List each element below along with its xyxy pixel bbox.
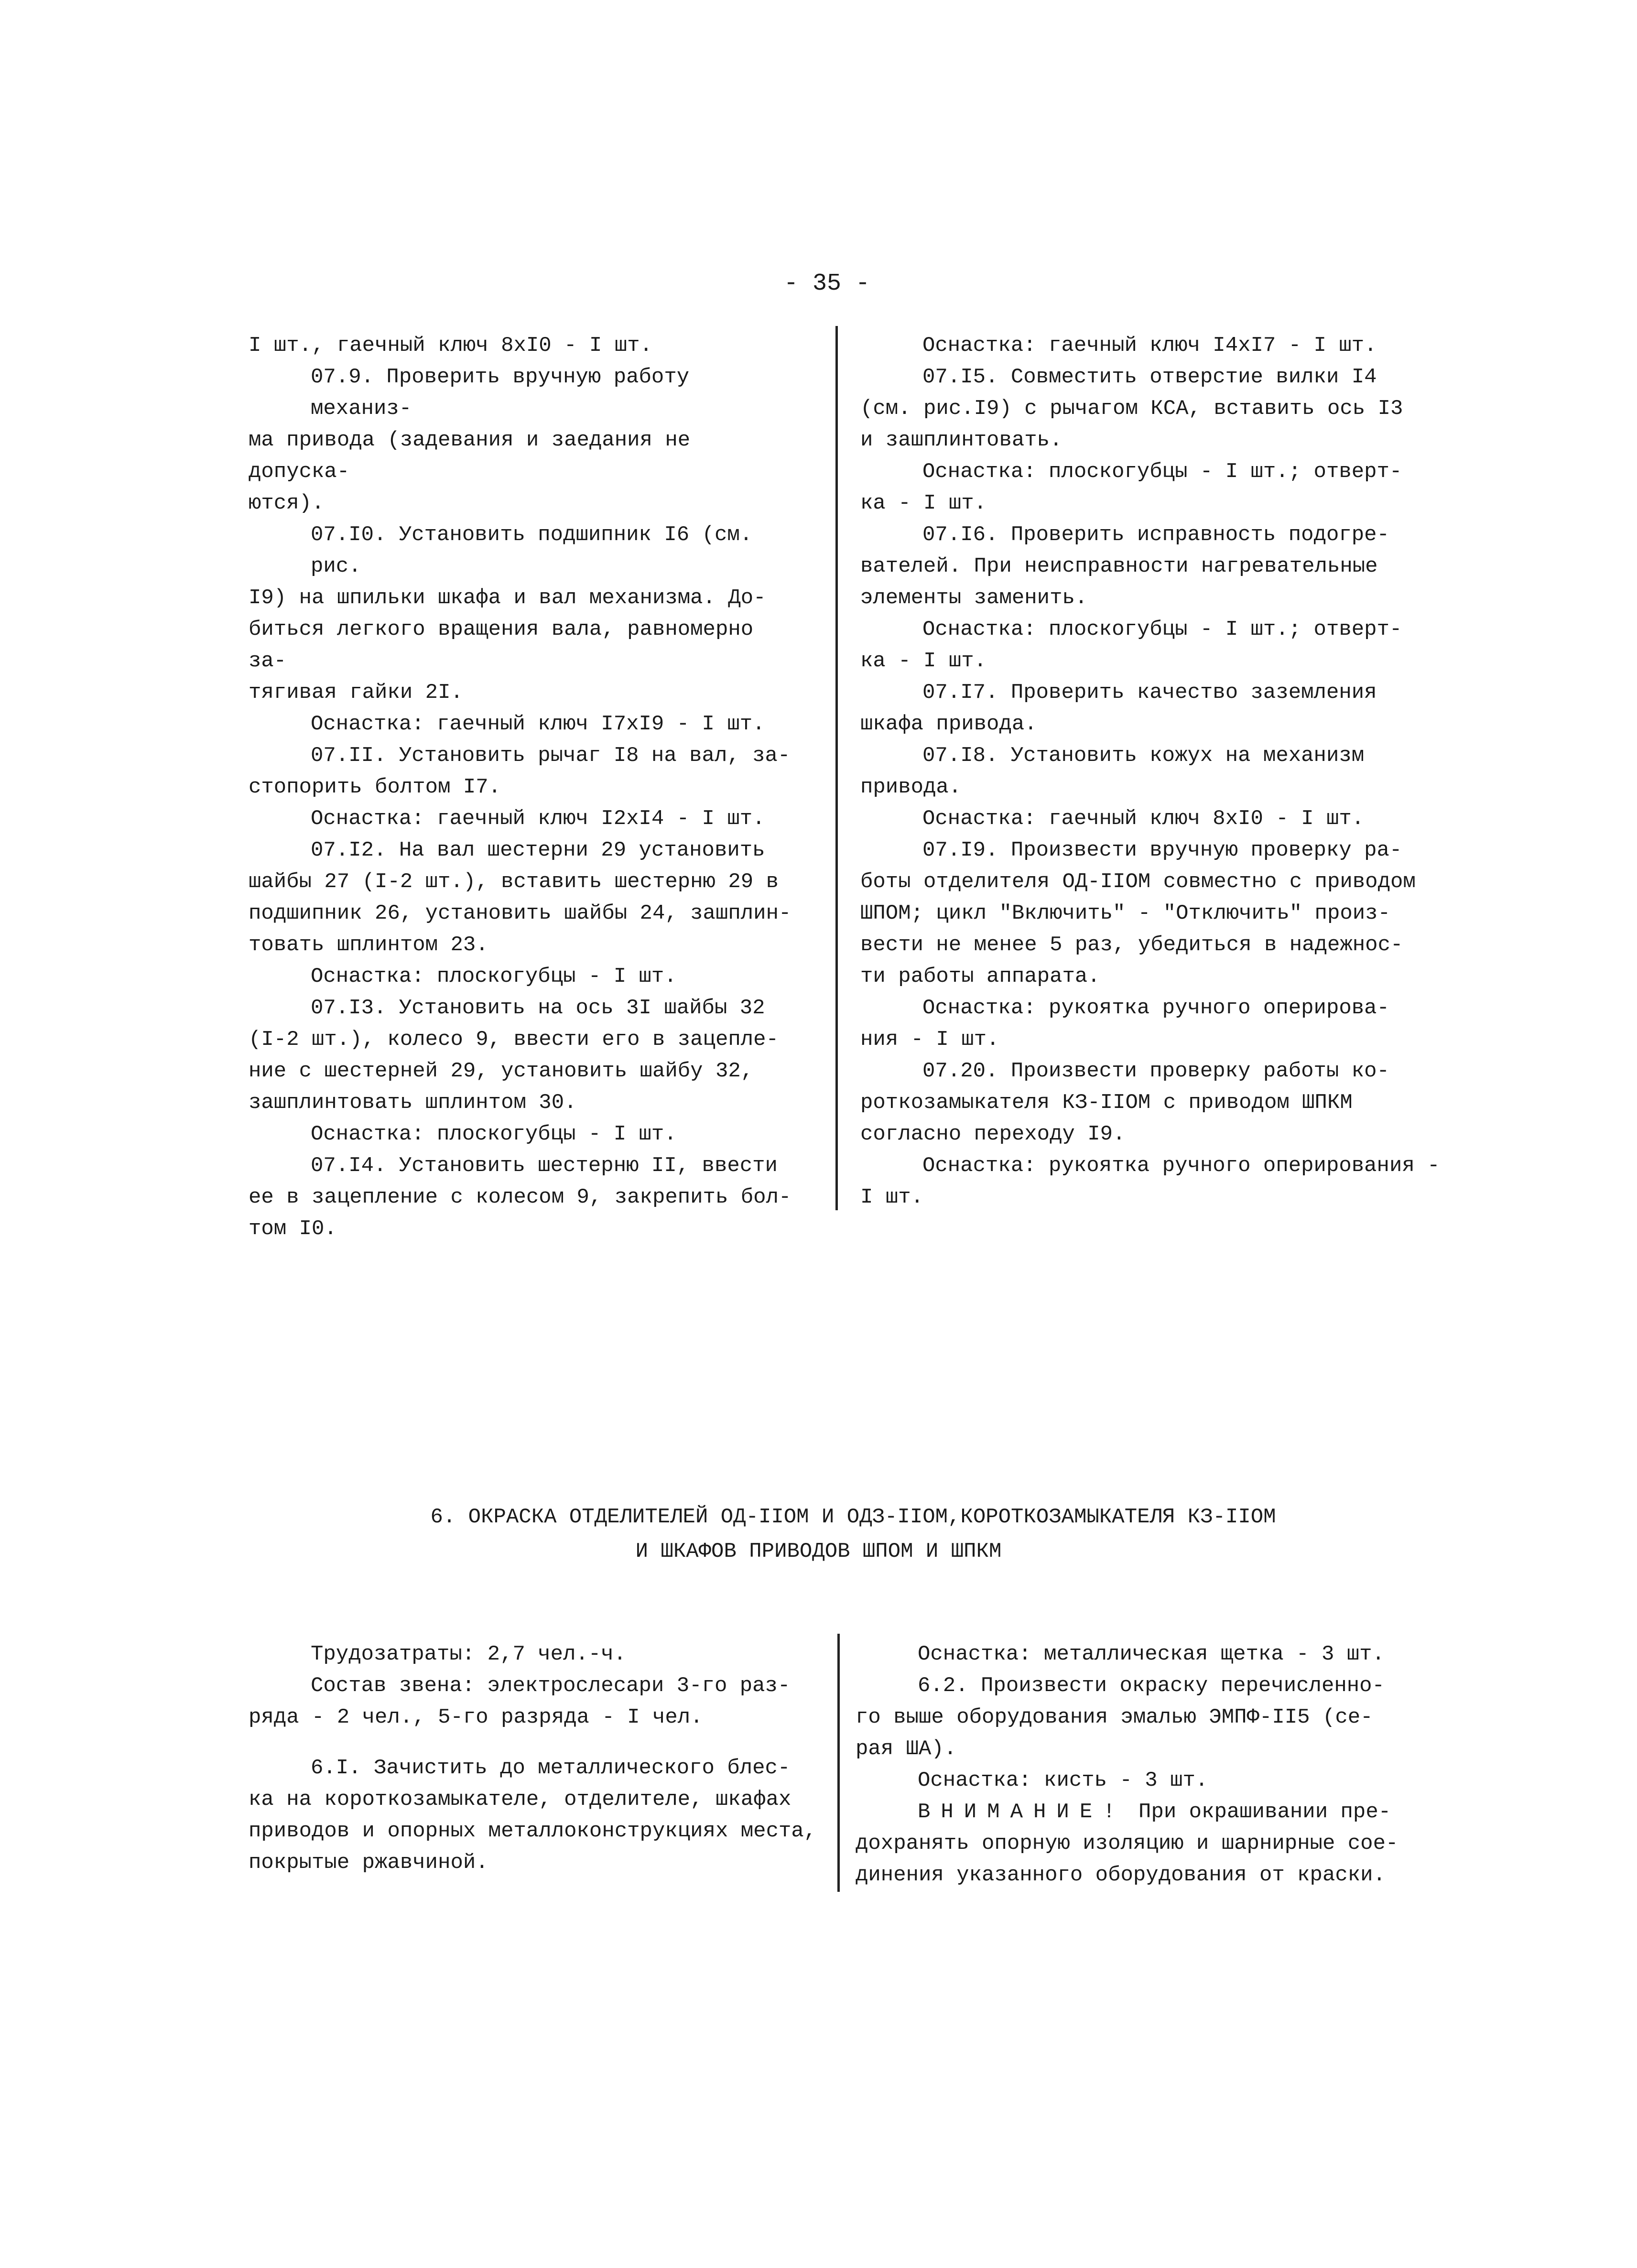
text-line: Оснастка: плоскогубцы - I шт.; отверт- xyxy=(922,460,1402,484)
text-line: том I0. xyxy=(249,1217,337,1241)
text-line: ти работы аппарата. xyxy=(860,965,1100,988)
text-line: подшипник 26, установить шайбы 24, зашплин- xyxy=(249,901,791,925)
text-line: Оснастка: металлическая щетка - 3 шт. xyxy=(918,1642,1385,1666)
text-line: ШПОМ; цикл "Включить" - "Отключить" произ- xyxy=(860,901,1390,925)
text-line: согласно переходу I9. xyxy=(860,1122,1126,1146)
text-line: (I-2 шт.), колесо 9, ввести его в зацепле- xyxy=(249,1028,779,1052)
text-line: 07.20. Произвести проверку работы ко- xyxy=(922,1059,1389,1083)
text-line: 07.9. Проверить вручную работу механиз- xyxy=(311,365,690,421)
text-line: Оснастка: плоскогубцы - I шт.; отверт- xyxy=(922,618,1402,641)
labor-cost: Трудозатраты: 2,7 чел.-ч. xyxy=(311,1642,627,1666)
text-line: Оснастка: кисть - 3 шт. xyxy=(918,1769,1208,1792)
text-line: рая ША). xyxy=(856,1737,957,1761)
text-line: 07.I5. Совместить отверстие вилки I4 xyxy=(922,365,1377,389)
attention-word: ВНИМАНИЕ! xyxy=(918,1800,1126,1824)
crew-composition-line-2: ряда - 2 чел., 5-го разряда - I чел. xyxy=(249,1705,703,1729)
attention-rest: При окрашивании пре- xyxy=(1126,1800,1391,1824)
text-line: ма привода (задевания и заедания не допуска- xyxy=(249,428,691,484)
text-line: 07.I6. Проверить исправность подогре- xyxy=(922,523,1389,547)
text-line: Оснастка: гаечный ключ I7xI9 - I шт. xyxy=(311,712,765,736)
text-line: покрытые ржавчиной. xyxy=(249,1851,488,1875)
spacer xyxy=(249,1733,822,1752)
text-line: шкафа привода. xyxy=(860,712,1037,736)
text-line: Оснастка: гаечный ключ I4xI7 - I шт. xyxy=(922,334,1377,358)
text-line: элементы заменить. xyxy=(860,586,1088,610)
text-line: ются). xyxy=(249,491,325,515)
bottom-left-column xyxy=(249,1639,822,1878)
text-line: (см. рис.I9) с рычагом КСА, вставить ось I3 xyxy=(860,397,1403,421)
text-line: и зашплинтовать. xyxy=(860,428,1062,452)
text-line: ее в зацепление с колесом 9, закрепить бол- xyxy=(249,1185,791,1209)
page-number: - 35 - xyxy=(784,270,870,297)
text-line: Оснастка: рукоятка ручного оперирования - xyxy=(922,1154,1440,1178)
text-line: боты отделителя ОД-IIОМ совместно с приводом xyxy=(860,870,1416,894)
text-line: 07.I7. Проверить качество заземления xyxy=(922,681,1377,705)
text-line: зашплинтовать шплинтом 30. xyxy=(249,1091,577,1115)
attention-line-3: динения указанного оборудования от краски. xyxy=(856,1863,1386,1887)
text-line: биться легкого вращения вала, равномерно за- xyxy=(249,618,754,673)
text-line: Оснастка: плоскогубцы - I шт. xyxy=(311,1122,677,1146)
text-line: Оснастка: гаечный ключ I2xI4 - I шт. xyxy=(311,807,765,831)
text-line: Оснастка: плоскогубцы - I шт. xyxy=(311,965,677,988)
column-divider-bottom xyxy=(837,1634,840,1892)
bottom-right-column xyxy=(856,1639,1448,1891)
crew-composition-line-1: Состав звена: электрослесари 3-го раз- xyxy=(311,1674,791,1698)
text-line: 07.II. Установить рычаг I8 на вал, за- xyxy=(311,744,791,768)
text-line: вателей. При неисправности нагревательные xyxy=(860,554,1378,578)
text-line: стопорить болтом I7. xyxy=(249,775,501,799)
attention-line-2: дохранять опорную изоляцию и шарнирные сое- xyxy=(856,1832,1398,1856)
text-line: ка - I шт. xyxy=(860,649,987,673)
section-heading-line-1: 6. ОКРАСКА ОТДЕЛИТЕЛЕЙ ОД-IIОМ И ОДЗ-IIОМ,КОРОТКОЗАМЫКАТЕЛЯ КЗ-IIОМ xyxy=(430,1505,1276,1529)
text-line: привода. xyxy=(860,775,962,799)
text-line: 07.I0. Установить подшипник I6 (см. рис. xyxy=(311,523,753,578)
text-line: I шт. xyxy=(860,1185,924,1209)
step-6-1 xyxy=(249,1752,822,1878)
text-line: 07.I2. На вал шестерни 29 установить xyxy=(311,838,765,862)
text-line: Оснастка: гаечный ключ 8xI0 - I шт. xyxy=(922,807,1365,831)
text-line: ка - I шт. xyxy=(860,491,987,515)
text-line: I9) на шпильки шкафа и вал механизма. До- xyxy=(249,586,766,610)
text-line: приводов и опорных металлоконструкциях места, xyxy=(249,1819,817,1843)
attention-line xyxy=(856,1796,1448,1828)
text-line: тягивая гайки 2I. xyxy=(249,681,463,705)
text-line: Оснастка: рукоятка ручного оперирова- xyxy=(922,996,1389,1020)
text-line: вести не менее 5 раз, убедиться в надежнос- xyxy=(860,933,1403,957)
text-line: 07.I4. Установить шестерню II, ввести xyxy=(311,1154,778,1178)
text-line: 07.I9. Произвести вручную проверку ра- xyxy=(922,838,1402,862)
section-heading xyxy=(0,1500,1637,1569)
section-heading-line-2: И ШКАФОВ ПРИВОДОВ ШПОМ И ШПКМ xyxy=(635,1540,1002,1563)
text-line: 6.I. Зачистить до металлического блес- xyxy=(311,1756,791,1780)
bottom-right-lines xyxy=(856,1639,1448,1796)
top-left-column xyxy=(249,330,798,1245)
text-line: 07.I8. Установить кожух на механизм xyxy=(922,744,1365,768)
text-line: роткозамыкателя КЗ-IIОМ с приводом ШПКМ xyxy=(860,1091,1353,1115)
text-line: ние с шестерней 29, установить шайбу 32, xyxy=(249,1059,754,1083)
text-line: I шт., гаечный ключ 8xI0 - I шт. xyxy=(249,334,652,358)
text-line: шайбы 27 (I-2 шт.), вставить шестерню 29 в xyxy=(249,870,779,894)
text-line: 07.I3. Установить на ось 3I шайбы 32 xyxy=(311,996,765,1020)
text-line: товать шплинтом 23. xyxy=(249,933,488,957)
text-line: ка на короткозамыкателе, отделителе, шкафах xyxy=(249,1788,791,1812)
column-divider-top xyxy=(835,326,838,1210)
top-right-column xyxy=(860,330,1453,1213)
text-line: 6.2. Произвести окраску перечисленно- xyxy=(918,1674,1385,1698)
text-line: ния - I шт. xyxy=(860,1028,999,1052)
text-line: го выше оборудования эмалью ЭМПФ-II5 (се- xyxy=(856,1705,1373,1729)
